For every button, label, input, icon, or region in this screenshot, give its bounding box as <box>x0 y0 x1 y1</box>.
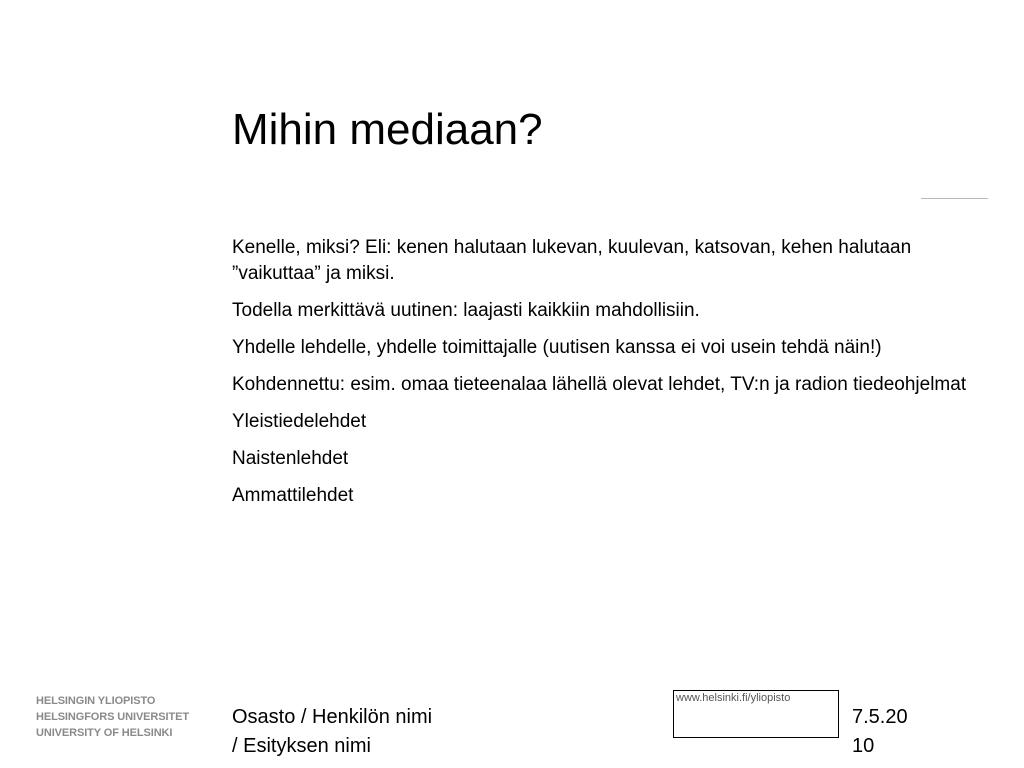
logo-line-fi: HELSINGIN YLIOPISTO <box>36 695 156 707</box>
bullet-item: Todella merkittävä uutinen: laajasti kaikkiin mahdollisiin. <box>232 300 700 321</box>
bullet-item: Yhdelle lehdelle, yhdelle toimittajalle (uutisen kanssa ei voi usein tehdä näin!) <box>232 337 882 358</box>
footer-date-line2: 10 <box>852 735 875 757</box>
footer-date-line1: 7.5.20 <box>852 706 908 728</box>
footer-author-line2: / Esityksen nimi <box>232 735 371 757</box>
logo-line-sv: HELSINGFORS UNIVERSITET <box>36 711 189 723</box>
url-box <box>673 690 839 738</box>
bullet-item: Kohdennettu: esim. omaa tieteenalaa lähellä olevat lehdet, TV:n ja radion tiedeohjelmat <box>232 374 967 395</box>
bullet-list <box>232 235 984 520</box>
bullet-item: Naistenlehdet <box>232 448 349 469</box>
footer-author <box>232 703 432 761</box>
logo-line-en: UNIVERSITY OF HELSINKI <box>36 727 173 739</box>
bullet-item: Kenelle, miksi? Eli: kenen halutaan lukevan, kuulevan, katsovan, kehen halutaan ”vaikuttaa” ja miksi. <box>232 237 912 284</box>
university-logo <box>36 693 189 741</box>
footer-date <box>852 703 908 761</box>
footer-url: www.helsinki.fi/yliopisto <box>676 692 791 704</box>
footer-author-line1: Osasto / Henkilön nimi <box>232 706 433 728</box>
slide-title: Mihin mediaan? <box>232 105 543 154</box>
bullet-item: Ammattilehdet <box>232 485 354 506</box>
bullet-item: Yleistiedelehdet <box>232 411 367 432</box>
title-divider <box>921 198 988 199</box>
